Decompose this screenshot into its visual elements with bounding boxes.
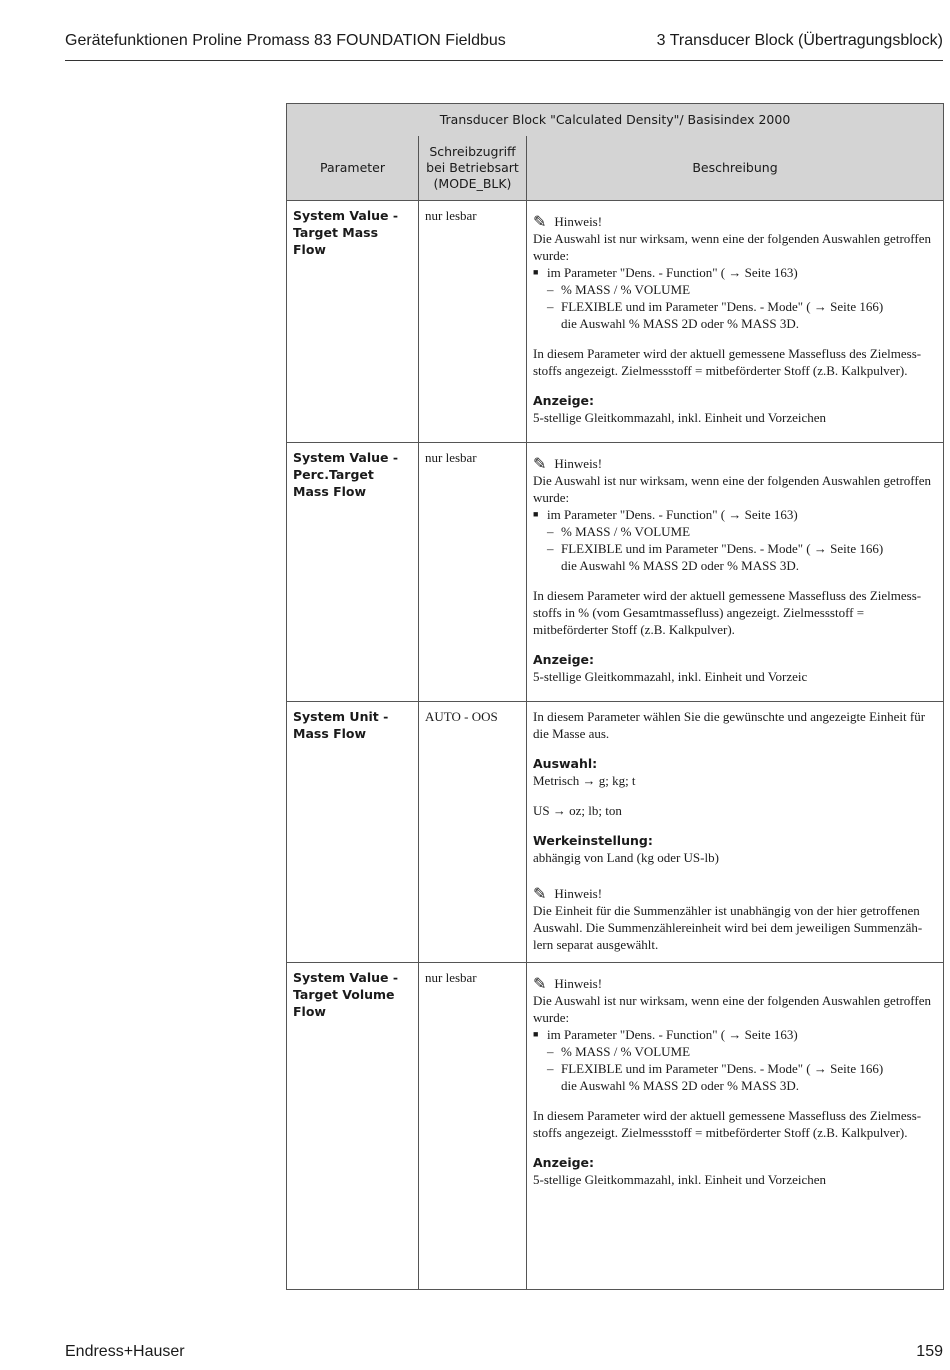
hint-heading	[533, 885, 937, 902]
hint-bullet: ■ im Parameter "Dens. - Function" ( → Seite 163)	[533, 506, 937, 523]
selection-metric: Metrisch → g; kg; t	[533, 773, 636, 788]
selection-us: US → oz; lb; ton	[533, 803, 622, 818]
table-row	[287, 443, 943, 702]
description-text: In diesem Parameter wird der aktuell gemessene Massefluss des Zielmess-stoffs angezeigt. Zielmessstoff = mitbeförderter Stoff (z.B. Kalkpulver).	[533, 1108, 922, 1140]
table-header	[287, 104, 943, 201]
access-mode: nur lesbar	[418, 201, 526, 442]
header-title: Gerätefunktionen Proline Promass 83 FOUNDATION Fieldbus	[65, 32, 506, 49]
hint-heading	[533, 213, 937, 230]
display-value: 5-stellige Gleitkommazahl, inkl. Einheit und Vorzeichen	[533, 1172, 827, 1187]
hint-title: Hinweis!	[554, 214, 603, 229]
hint-text: Die Auswahl ist nur wirksam, wenn eine der folgenden Auswahlen getroffen wurde:	[533, 473, 931, 505]
display-label: Anzeige:	[533, 1155, 595, 1170]
factory-setting-label: Werkeinstellung:	[533, 833, 653, 848]
description-text: In diesem Parameter wird der aktuell gemessene Massefluss des Zielmess-stoffs angezeigt. Zielmessstoff = mitbeförderter Stoff (z.B. Kalkpulver).	[533, 346, 922, 378]
access-mode: AUTO - OOS	[418, 702, 526, 962]
display-value: 5-stellige Gleitkommazahl, inkl. Einheit und Vorzeichen	[533, 410, 827, 425]
pencil-note-icon: ✎	[533, 454, 547, 473]
pencil-note-icon: ✎	[533, 974, 547, 993]
hint-title: Hinweis!	[554, 886, 603, 901]
factory-setting-value: abhängig von Land (kg oder US-lb)	[533, 850, 719, 865]
display-label: Anzeige:	[533, 652, 595, 667]
hint-title: Hinweis!	[554, 976, 603, 991]
selection-label: Auswahl:	[533, 756, 598, 771]
table-row	[287, 702, 943, 963]
description-cell	[526, 963, 943, 1289]
parameter-name: System Value - Target Volume Flow	[293, 970, 399, 1019]
display-value: 5-stellige Gleitkommazahl, inkl. Einheit und Vorzeic	[533, 669, 808, 684]
parameter-name: System Value - Target Mass Flow	[293, 208, 399, 257]
hint-option: – % MASS / % VOLUME	[533, 281, 937, 298]
hint-option: – FLEXIBLE und im Parameter "Dens. - Mode" ( → Seite 166)	[533, 298, 937, 315]
table-row	[287, 963, 943, 1289]
hint-text: Die Auswahl ist nur wirksam, wenn eine der folgenden Auswahlen getroffen wurde:	[533, 231, 931, 263]
column-header-description: Beschreibung	[526, 136, 943, 200]
pencil-note-icon: ✎	[533, 212, 547, 231]
hint-heading	[533, 455, 937, 472]
hint-option-cont: die Auswahl % MASS 2D oder % MASS 3D.	[561, 558, 799, 573]
column-header-access: Schreibzugriff bei Betriebsart (MODE_BLK)	[418, 136, 526, 200]
table-row	[287, 201, 943, 443]
header-chapter: 3 Transducer Block (Übertragungsblock)	[656, 32, 943, 49]
hint-text: Die Auswahl ist nur wirksam, wenn eine der folgenden Auswahlen getroffen wurde:	[533, 993, 931, 1025]
description-text: In diesem Parameter wird der aktuell gemessene Massefluss des Zielmess-stoffs in % (vom Gesamtmassefluss) angezeigt. Zielmessstoff = mitbeförderter Stoff (z.B. Kalkpulver).	[533, 588, 922, 637]
hint-option: – FLEXIBLE und im Parameter "Dens. - Mode" ( → Seite 166)	[533, 1060, 937, 1077]
hint-title: Hinweis!	[554, 456, 603, 471]
parameter-name: System Value - Perc.Target Mass Flow	[293, 450, 399, 499]
display-label: Anzeige:	[533, 393, 595, 408]
hint-option: – % MASS / % VOLUME	[533, 523, 937, 540]
transducer-block-table	[286, 103, 944, 1290]
description-cell	[526, 443, 943, 701]
column-header-parameter: Parameter	[319, 160, 386, 175]
description-cell	[526, 201, 943, 442]
hint-text: Die Einheit für die Summenzähler ist unabhängig von der hier getroffenen Auswahl. Die Summenzählereinheit wird bei dem jeweiligen Summenzäh-lern separat ausgewählt.	[533, 903, 923, 952]
pencil-note-icon: ✎	[533, 884, 547, 903]
description-cell	[526, 702, 943, 962]
hint-option-cont: die Auswahl % MASS 2D oder % MASS 3D.	[561, 1078, 799, 1093]
hint-option: – FLEXIBLE und im Parameter "Dens. - Mode" ( → Seite 166)	[533, 540, 937, 557]
access-mode: nur lesbar	[418, 963, 526, 1289]
hint-option: – % MASS / % VOLUME	[533, 1043, 937, 1060]
hint-heading	[533, 975, 937, 992]
hint-option-cont: die Auswahl % MASS 2D oder % MASS 3D.	[561, 316, 799, 331]
description-text: In diesem Parameter wählen Sie die gewünschte und angezeigte Einheit für die Masse aus.	[533, 709, 926, 741]
hint-bullet: ■ im Parameter "Dens. - Function" ( → Seite 163)	[533, 1026, 937, 1043]
footer-brand: Endress+Hauser	[65, 1343, 185, 1360]
parameter-name: System Unit - Mass Flow	[293, 709, 389, 741]
access-mode: nur lesbar	[418, 443, 526, 701]
table-title: Transducer Block "Calculated Density"/ Basisindex 2000	[439, 112, 791, 127]
hint-bullet: ■ im Parameter "Dens. - Function" ( → Seite 163)	[533, 264, 937, 281]
page-header	[65, 30, 943, 61]
page-number: 159	[916, 1343, 943, 1360]
